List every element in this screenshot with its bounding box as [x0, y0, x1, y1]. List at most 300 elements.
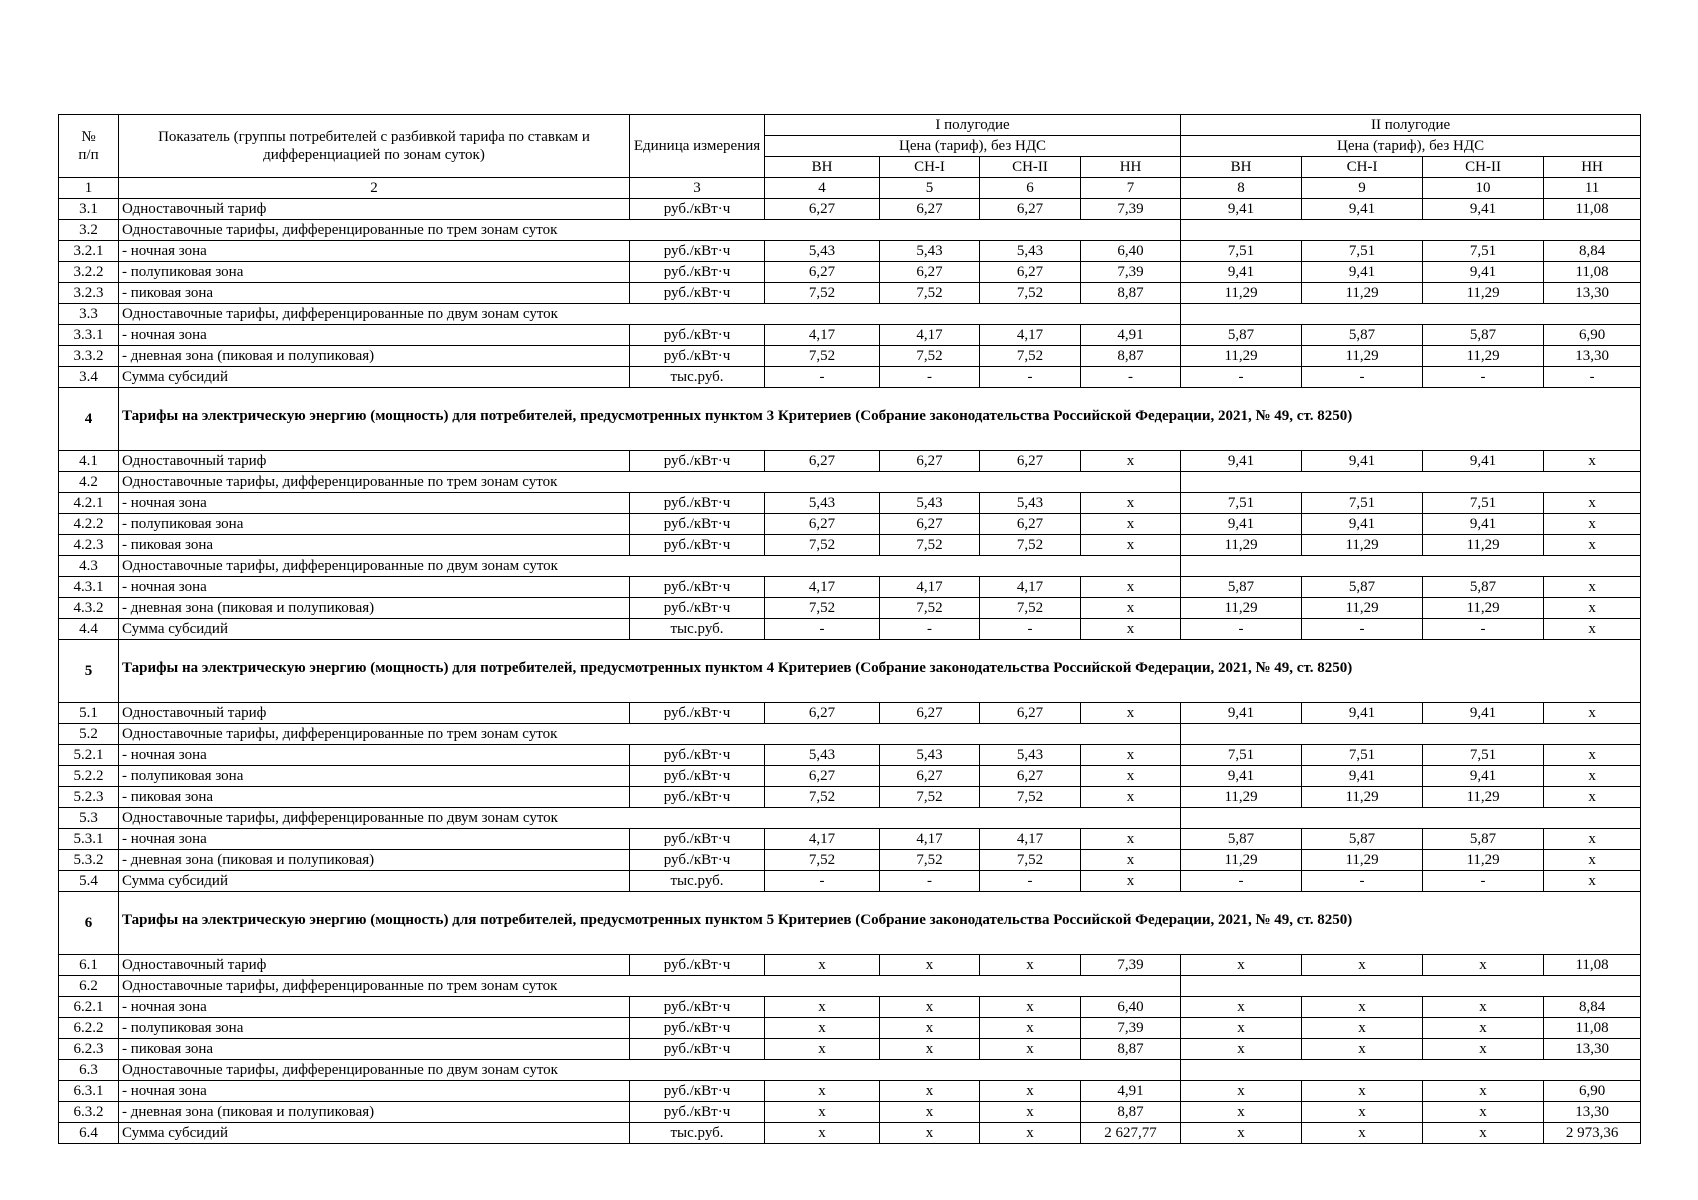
tariff-value: 5,43: [880, 241, 980, 262]
tariff-value: х: [980, 1123, 1081, 1144]
tariff-value: 8,84: [1544, 997, 1641, 1018]
tariff-value: -: [1181, 871, 1302, 892]
row-label: Одноставочный тариф: [119, 955, 630, 976]
column-number: 5: [880, 178, 980, 199]
tariff-value: х: [880, 1123, 980, 1144]
section-title: Тарифы на электрическую энергию (мощность) для потребителей, предусмотренных пунктом 3 Критериев (Собрание законодательства Российской Федерации, 2021, № 49, ст. 8250): [119, 388, 1641, 451]
row-number: 6.3.2: [59, 1102, 119, 1123]
tariff-value: х: [980, 1039, 1081, 1060]
tariff-value: х: [765, 1039, 880, 1060]
tariff-value: -: [880, 367, 980, 388]
column-number: 3: [630, 178, 765, 199]
tariff-value: -: [765, 619, 880, 640]
tariff-value: -: [1302, 367, 1423, 388]
row-number: 5.2: [59, 724, 119, 745]
tariff-value: 8,87: [1081, 346, 1181, 367]
tariff-value: 4,17: [980, 829, 1081, 850]
tariff-value: -: [1302, 619, 1423, 640]
tariff-value: х: [1081, 619, 1181, 640]
tariff-value: х: [765, 997, 880, 1018]
tariff-value: х: [1423, 1123, 1544, 1144]
tariff-value: 4,17: [880, 829, 980, 850]
section-row: [59, 640, 1641, 703]
table-row: [59, 871, 1641, 892]
tariff-value: 7,52: [880, 787, 980, 808]
table-row: [59, 346, 1641, 367]
empty-cell: [1181, 976, 1641, 997]
table-row: [59, 619, 1641, 640]
tariff-value: -: [1181, 367, 1302, 388]
tariff-value: х: [1181, 1123, 1302, 1144]
tariff-value: х: [1423, 997, 1544, 1018]
row-unit: руб./кВт·ч: [630, 955, 765, 976]
tariff-value: х: [1544, 514, 1641, 535]
tariff-value: -: [1544, 367, 1641, 388]
tariff-value: х: [1181, 1039, 1302, 1060]
empty-cell: [1181, 1060, 1641, 1081]
tariff-value: -: [1181, 619, 1302, 640]
row-label: - полупиковая зона: [119, 766, 630, 787]
tariff-value: 11,29: [1302, 850, 1423, 871]
tariff-value: 6,27: [980, 514, 1081, 535]
tariff-value: 9,41: [1302, 514, 1423, 535]
table-row: [59, 1081, 1641, 1102]
section-row: [59, 892, 1641, 955]
tariff-value: 7,52: [980, 535, 1081, 556]
row-number: 3.2.2: [59, 262, 119, 283]
row-label: - ночная зона: [119, 997, 630, 1018]
tariff-value: х: [1081, 787, 1181, 808]
table-row: [59, 997, 1641, 1018]
tariff-value: х: [1544, 829, 1641, 850]
tariff-value: 6,27: [880, 514, 980, 535]
column-number: 1: [59, 178, 119, 199]
tariff-value: 4,91: [1081, 325, 1181, 346]
table-row: [59, 850, 1641, 871]
tariff-value: х: [1081, 535, 1181, 556]
tariff-value: 6,27: [980, 703, 1081, 724]
tariff-value: 7,52: [765, 346, 880, 367]
tariff-value: 5,87: [1302, 829, 1423, 850]
row-label: - дневная зона (пиковая и полупиковая): [119, 598, 630, 619]
group-row: [59, 556, 1641, 577]
table-row: [59, 493, 1641, 514]
row-label: - пиковая зона: [119, 283, 630, 304]
tariff-value: 7,52: [980, 346, 1081, 367]
tariff-value: 11,29: [1423, 787, 1544, 808]
tariff-value: 5,87: [1423, 577, 1544, 598]
tariff-value: -: [880, 871, 980, 892]
group-row: [59, 472, 1641, 493]
tariff-value: 13,30: [1544, 1102, 1641, 1123]
header-voltage: СН-I: [1302, 157, 1423, 178]
tariff-value: 7,52: [980, 850, 1081, 871]
tariff-value: 7,51: [1423, 493, 1544, 514]
tariff-value: 5,43: [765, 745, 880, 766]
tariff-value: 11,29: [1302, 598, 1423, 619]
row-label: - ночная зона: [119, 325, 630, 346]
tariff-value: 8,87: [1081, 1102, 1181, 1123]
tariff-value: х: [1081, 850, 1181, 871]
header-voltage: СН-I: [880, 157, 980, 178]
tariff-value: 13,30: [1544, 346, 1641, 367]
row-unit: тыс.руб.: [630, 619, 765, 640]
tariff-value: -: [880, 619, 980, 640]
tariff-value: х: [1423, 1102, 1544, 1123]
tariff-value: 5,87: [1181, 577, 1302, 598]
table-row: [59, 325, 1641, 346]
row-unit: руб./кВт·ч: [630, 745, 765, 766]
row-unit: руб./кВт·ч: [630, 787, 765, 808]
tariff-value: 5,43: [980, 745, 1081, 766]
row-unit: руб./кВт·ч: [630, 1018, 765, 1039]
tariff-value: 6,27: [880, 703, 980, 724]
header-indicator: Показатель (группы потребителей с разбивкой тарифа по ставкам и дифференциацией по зонам суток): [119, 115, 630, 178]
tariff-value: 5,87: [1423, 325, 1544, 346]
row-number: 5.2.1: [59, 745, 119, 766]
row-unit: руб./кВт·ч: [630, 451, 765, 472]
tariff-value: 6,27: [980, 766, 1081, 787]
tariff-value: 5,43: [980, 493, 1081, 514]
tariff-value: 4,17: [765, 829, 880, 850]
row-number: 4.3: [59, 556, 119, 577]
tariff-value: 7,52: [980, 787, 1081, 808]
tariff-value: 6,27: [765, 766, 880, 787]
tariff-value: х: [1081, 745, 1181, 766]
row-number: 4.4: [59, 619, 119, 640]
tariff-value: х: [1302, 1018, 1423, 1039]
row-number: 5.3: [59, 808, 119, 829]
row-unit: руб./кВт·ч: [630, 1081, 765, 1102]
row-number: 6.2.3: [59, 1039, 119, 1060]
table-row: [59, 829, 1641, 850]
tariff-value: 7,52: [980, 598, 1081, 619]
tariff-value: 13,30: [1544, 1039, 1641, 1060]
header-voltage: ВН: [1181, 157, 1302, 178]
header-voltage: ВН: [765, 157, 880, 178]
row-number: 4.3.1: [59, 577, 119, 598]
column-number: 2: [119, 178, 630, 199]
tariff-value: х: [765, 1102, 880, 1123]
row-label: - ночная зона: [119, 1081, 630, 1102]
empty-cell: [1181, 304, 1641, 325]
empty-cell: [1181, 472, 1641, 493]
group-row: [59, 808, 1641, 829]
tariff-value: 9,41: [1423, 514, 1544, 535]
tariff-value: х: [1181, 1102, 1302, 1123]
empty-cell: [1181, 724, 1641, 745]
tariff-value: 7,51: [1302, 241, 1423, 262]
row-number: 6.2: [59, 976, 119, 997]
group-label: Одноставочные тарифы, дифференцированные по двум зонам суток: [119, 1060, 1181, 1081]
tariff-value: х: [1544, 535, 1641, 556]
tariff-value: х: [765, 955, 880, 976]
row-number: 3.3: [59, 304, 119, 325]
tariff-value: 6,27: [980, 199, 1081, 220]
tariff-value: 9,41: [1423, 262, 1544, 283]
tariff-value: 11,08: [1544, 955, 1641, 976]
row-label: - дневная зона (пиковая и полупиковая): [119, 346, 630, 367]
row-number: 4.2: [59, 472, 119, 493]
section-number: 5: [59, 640, 119, 703]
tariff-value: 5,87: [1423, 829, 1544, 850]
tariff-value: 6,27: [880, 262, 980, 283]
tariff-value: 5,43: [980, 241, 1081, 262]
row-number: 3.2.1: [59, 241, 119, 262]
tariff-value: 9,41: [1181, 199, 1302, 220]
header-voltage: СН-II: [980, 157, 1081, 178]
column-number: 7: [1081, 178, 1181, 199]
tariff-value: х: [880, 955, 980, 976]
tariff-value: х: [1081, 514, 1181, 535]
tariff-value: 9,41: [1423, 766, 1544, 787]
tariff-value: 11,29: [1302, 283, 1423, 304]
column-number: 6: [980, 178, 1081, 199]
group-label: Одноставочные тарифы, дифференцированные по трем зонам суток: [119, 976, 1181, 997]
tariff-value: х: [1544, 703, 1641, 724]
table-row: [59, 451, 1641, 472]
tariff-value: 7,52: [880, 850, 980, 871]
tariff-value: 6,27: [765, 262, 880, 283]
tariff-value: х: [1544, 766, 1641, 787]
header-half2: II полугодие: [1181, 115, 1641, 136]
tariff-value: 7,39: [1081, 199, 1181, 220]
tariff-value: 11,29: [1302, 787, 1423, 808]
tariff-value: -: [980, 367, 1081, 388]
tariff-value: 7,52: [765, 283, 880, 304]
row-number: 4.1: [59, 451, 119, 472]
tariff-value: х: [1423, 1081, 1544, 1102]
row-unit: руб./кВт·ч: [630, 829, 765, 850]
tariff-value: 6,27: [980, 262, 1081, 283]
column-number: 4: [765, 178, 880, 199]
table-header: [59, 115, 1641, 199]
tariff-value: 7,52: [765, 598, 880, 619]
tariff-value: х: [1302, 1081, 1423, 1102]
row-unit: руб./кВт·ч: [630, 346, 765, 367]
row-label: - пиковая зона: [119, 787, 630, 808]
header-num: № п/п: [59, 115, 119, 178]
section-title: Тарифы на электрическую энергию (мощность) для потребителей, предусмотренных пунктом 4 Критериев (Собрание законодательства Российской Федерации, 2021, № 49, ст. 8250): [119, 640, 1641, 703]
tariff-value: х: [1081, 451, 1181, 472]
tariff-value: 9,41: [1181, 262, 1302, 283]
tariff-value: 2 973,36: [1544, 1123, 1641, 1144]
table-row: [59, 535, 1641, 556]
row-number: 6.1: [59, 955, 119, 976]
row-number: 6.2.2: [59, 1018, 119, 1039]
tariff-value: 7,52: [880, 283, 980, 304]
tariff-value: 5,87: [1181, 325, 1302, 346]
tariff-value: х: [1423, 1018, 1544, 1039]
table-row: [59, 598, 1641, 619]
group-label: Одноставочные тарифы, дифференцированные по трем зонам суток: [119, 472, 1181, 493]
tariff-value: 9,41: [1423, 199, 1544, 220]
row-unit: тыс.руб.: [630, 367, 765, 388]
tariff-value: 9,41: [1181, 514, 1302, 535]
row-number: 5.2.3: [59, 787, 119, 808]
empty-cell: [1181, 220, 1641, 241]
group-row: [59, 1060, 1641, 1081]
row-label: - полупиковая зона: [119, 262, 630, 283]
tariff-value: 6,27: [765, 451, 880, 472]
tariff-value: х: [765, 1081, 880, 1102]
tariff-value: 11,29: [1181, 346, 1302, 367]
row-unit: руб./кВт·ч: [630, 766, 765, 787]
table-row: [59, 199, 1641, 220]
tariff-value: х: [765, 1018, 880, 1039]
tariff-value: 9,41: [1423, 703, 1544, 724]
tariff-value: х: [1081, 598, 1181, 619]
table-row: [59, 241, 1641, 262]
column-numbers: [59, 178, 1641, 199]
row-label: - дневная зона (пиковая и полупиковая): [119, 850, 630, 871]
tariff-value: х: [1423, 955, 1544, 976]
tariff-value: -: [980, 871, 1081, 892]
row-number: 4.2.1: [59, 493, 119, 514]
group-label: Одноставочные тарифы, дифференцированные по двум зонам суток: [119, 556, 1181, 577]
tariff-value: 9,41: [1302, 262, 1423, 283]
tariff-value: 7,51: [1302, 493, 1423, 514]
column-number: 10: [1423, 178, 1544, 199]
row-number: 4.2.2: [59, 514, 119, 535]
row-unit: руб./кВт·ч: [630, 241, 765, 262]
tariff-value: 7,52: [880, 346, 980, 367]
tariff-value: 7,51: [1302, 745, 1423, 766]
tariff-value: х: [880, 1039, 980, 1060]
row-unit: тыс.руб.: [630, 871, 765, 892]
tariff-value: 4,17: [880, 325, 980, 346]
table-row: [59, 577, 1641, 598]
row-number: 4.2.3: [59, 535, 119, 556]
tariff-value: 7,52: [880, 535, 980, 556]
tariff-value: -: [980, 619, 1081, 640]
tariff-value: 11,08: [1544, 199, 1641, 220]
row-number: 3.2.3: [59, 283, 119, 304]
tariff-value: 4,17: [980, 325, 1081, 346]
group-label: Одноставочные тарифы, дифференцированные по трем зонам суток: [119, 724, 1181, 745]
row-number: 6.3: [59, 1060, 119, 1081]
tariff-value: 5,43: [880, 493, 980, 514]
tariff-value: х: [1302, 955, 1423, 976]
header-unit: Единица измерения: [630, 115, 765, 178]
tariff-value: х: [980, 955, 1081, 976]
table-row: [59, 703, 1641, 724]
row-label: Сумма субсидий: [119, 367, 630, 388]
tariff-value: 5,87: [1181, 829, 1302, 850]
tariff-value: 8,87: [1081, 283, 1181, 304]
tariff-value: 6,27: [880, 199, 980, 220]
tariff-value: 6,27: [765, 703, 880, 724]
tariff-value: 6,27: [880, 766, 980, 787]
table-row: [59, 1039, 1641, 1060]
tariff-value: 6,27: [765, 199, 880, 220]
tariff-value: х: [880, 1102, 980, 1123]
tariff-value: 7,51: [1181, 745, 1302, 766]
row-unit: руб./кВт·ч: [630, 703, 765, 724]
tariff-value: 9,41: [1181, 451, 1302, 472]
tariff-value: 13,30: [1544, 283, 1641, 304]
table-row: [59, 283, 1641, 304]
row-unit: руб./кВт·ч: [630, 514, 765, 535]
column-number: 9: [1302, 178, 1423, 199]
group-row: [59, 976, 1641, 997]
row-label: - полупиковая зона: [119, 514, 630, 535]
tariff-value: х: [1081, 493, 1181, 514]
tariff-value: 5,87: [1302, 325, 1423, 346]
row-label: - дневная зона (пиковая и полупиковая): [119, 1102, 630, 1123]
row-number: 3.1: [59, 199, 119, 220]
row-label: Сумма субсидий: [119, 871, 630, 892]
tariff-value: х: [1544, 871, 1641, 892]
tariff-value: х: [1181, 1018, 1302, 1039]
tariff-value: 11,29: [1181, 283, 1302, 304]
tariff-value: 11,08: [1544, 262, 1641, 283]
header-half1: I полугодие: [765, 115, 1181, 136]
group-label: Одноставочные тарифы, дифференцированные по двум зонам суток: [119, 808, 1181, 829]
row-number: 5.4: [59, 871, 119, 892]
row-unit: руб./кВт·ч: [630, 850, 765, 871]
empty-cell: [1181, 556, 1641, 577]
tariff-value: 11,29: [1423, 346, 1544, 367]
tariff-value: 5,43: [765, 493, 880, 514]
tariff-value: 7,52: [765, 535, 880, 556]
tariff-value: х: [1081, 766, 1181, 787]
row-number: 3.3.1: [59, 325, 119, 346]
row-unit: руб./кВт·ч: [630, 1039, 765, 1060]
tariff-value: 8,87: [1081, 1039, 1181, 1060]
tariff-value: х: [1302, 1039, 1423, 1060]
tariff-value: х: [765, 1123, 880, 1144]
tariff-value: 6,40: [1081, 241, 1181, 262]
row-number: 3.2: [59, 220, 119, 241]
tariff-value: х: [880, 1018, 980, 1039]
tariff-value: 6,90: [1544, 325, 1641, 346]
tariff-value: х: [1544, 598, 1641, 619]
tariff-value: 11,29: [1181, 535, 1302, 556]
tariff-value: 6,27: [765, 514, 880, 535]
row-label: - ночная зона: [119, 577, 630, 598]
table-row: [59, 1123, 1641, 1144]
tariff-value: х: [1302, 1102, 1423, 1123]
row-label: - ночная зона: [119, 493, 630, 514]
tariff-value: х: [1181, 1081, 1302, 1102]
row-number: 3.4: [59, 367, 119, 388]
row-number: 5.1: [59, 703, 119, 724]
table-row: [59, 1018, 1641, 1039]
tariff-value: х: [1081, 829, 1181, 850]
tariff-value: -: [765, 871, 880, 892]
tariff-table: [58, 114, 1641, 1144]
tariff-value: 7,51: [1181, 241, 1302, 262]
tariff-value: 11,29: [1423, 283, 1544, 304]
tariff-value: -: [1423, 619, 1544, 640]
table-body: [59, 199, 1641, 1144]
row-unit: руб./кВт·ч: [630, 535, 765, 556]
row-unit: тыс.руб.: [630, 1123, 765, 1144]
section-number: 6: [59, 892, 119, 955]
row-unit: руб./кВт·ч: [630, 997, 765, 1018]
row-unit: руб./кВт·ч: [630, 598, 765, 619]
tariff-value: 9,41: [1181, 703, 1302, 724]
group-row: [59, 220, 1641, 241]
row-label: - ночная зона: [119, 241, 630, 262]
tariff-value: 11,29: [1181, 787, 1302, 808]
header-price-2: Цена (тариф), без НДС: [1181, 136, 1641, 157]
tariff-value: х: [980, 1018, 1081, 1039]
table-row: [59, 1102, 1641, 1123]
row-label: - пиковая зона: [119, 535, 630, 556]
column-number: 8: [1181, 178, 1302, 199]
